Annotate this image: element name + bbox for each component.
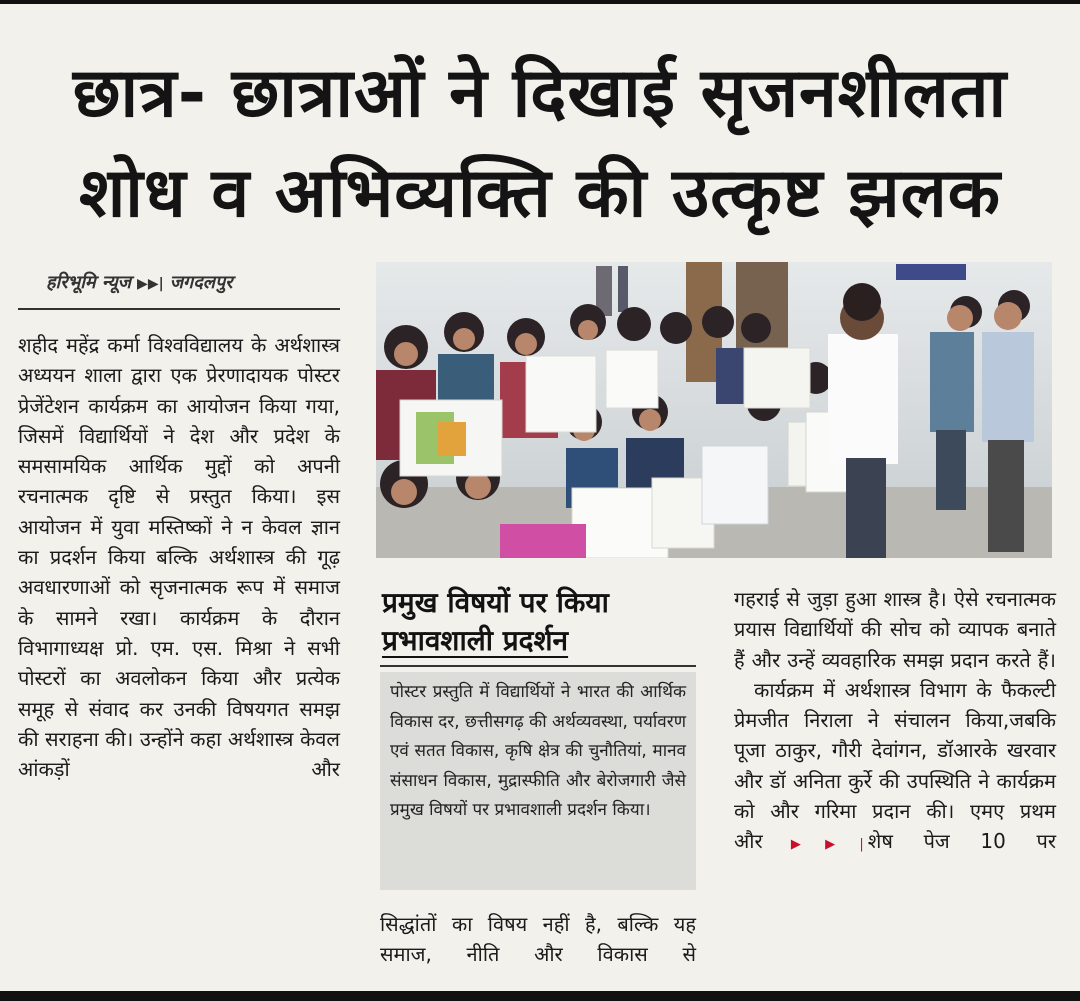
article-column-3 (734, 584, 1056, 861)
headline-line-1: छात्र- छात्राओं ने दिखाई सृजनशीलता (72, 54, 1008, 133)
byline (46, 270, 233, 294)
column-3-paragraph-2: कार्यक्रम में अर्थशास्त्र विभाग के फैकल्टी प्रेमजीत निराला ने संचालन किया,जबकि पूजा ठाकुर, गौरी देवांगन, डॉआरके खरवार और डॉ अनिता कुर्रे की उपस्थिति ने कार्यक्रम को और गरिमा प्रदान की। एमए प्रथम और (734, 677, 1056, 854)
column-1-text: शहीद महेंद्र कर्मा विश्वविद्यालय के अर्थशास्त्र अध्ययन शाला द्वारा एक प्रेरणादायक पोस्टर प्रेजेंटेशन कार्यक्रम का आयोजन किया गया, जिसमें विद्यार्थियों ने देश और प्रदेश के समसामयिक आर्थिक मुद्दों को अपनी रचनात्मक दृष्टि से प्रस्तुत किया। इस आयोजन में युवा मस्तिष्कों ने न केवल ज्ञान का प्रदर्शन किया बल्कि अर्थशास्त्र की गूढ़ अवधारणाओं को सृजनात्मक रूप में समाज के सामने रखा। कार्यक्रम के दौरान विभागाध्यक्ष प्रो. एम. एस. मिश्रा ने सभी पोस्टरों का अवलोकन किया और प्रत्येक समूह से संवाद कर उनकी विषयगत समझ की सराहना की। उन्होंने कहा अर्थशास्त्र केवल आंकड़ों और (18, 333, 340, 782)
article-column-2 (380, 909, 696, 970)
highlight-box (380, 672, 696, 890)
event-photo (376, 262, 1052, 558)
subheading (382, 584, 702, 660)
byline-rule (18, 308, 340, 310)
subheading-rule (380, 665, 696, 667)
highlight-box-text: पोस्टर प्रस्तुति में विद्यार्थियों ने भारत की आर्थिक विकास दर, छत्तीसगढ़ की अर्थव्यवस्था, पर्यावरण एवं सतत विकास, कृषि क्षेत्र की चुनौतियां, मानव संसाधन विकास, मुद्रास्फीति और बेरोजगारी जैसे प्रमुख विषयों पर प्रभावशाली प्रदर्शन किया। (390, 682, 686, 820)
continuation-text: शेष पेज 10 पर (867, 829, 1056, 854)
column-2-text: सिद्धांतों का विषय नहीं है, बल्कि यह समाज, नीति और विकास से (380, 912, 696, 967)
subheading-line-2: प्रभावशाली प्रदर्शन (382, 624, 569, 657)
byline-separator-icon: ▶▶| (137, 276, 164, 292)
headline-line-2: शोध व अभिव्यक्ति की उत्कृष्ट झलक (79, 154, 1001, 233)
headline (0, 44, 1080, 244)
continuation-arrow-icon: ▶▶| (766, 837, 864, 853)
byline-place: जगदलपुर (169, 272, 233, 293)
subheading-line-1: प्रमुख विषयों पर किया (382, 586, 609, 619)
column-3-paragraph-1: गहराई से जुड़ा हुआ शास्त्र है। ऐसे रचनात्मक प्रयास विद्यार्थियों की सोच को व्यापक बनाते हैं और उन्हें व्यवहारिक समझ प्रदान करते हैं। (734, 587, 1056, 672)
students-poster-presentation-photo (376, 262, 1052, 558)
byline-source: हरिभूमि न्यूज (46, 272, 132, 293)
article-column-1 (18, 330, 340, 784)
